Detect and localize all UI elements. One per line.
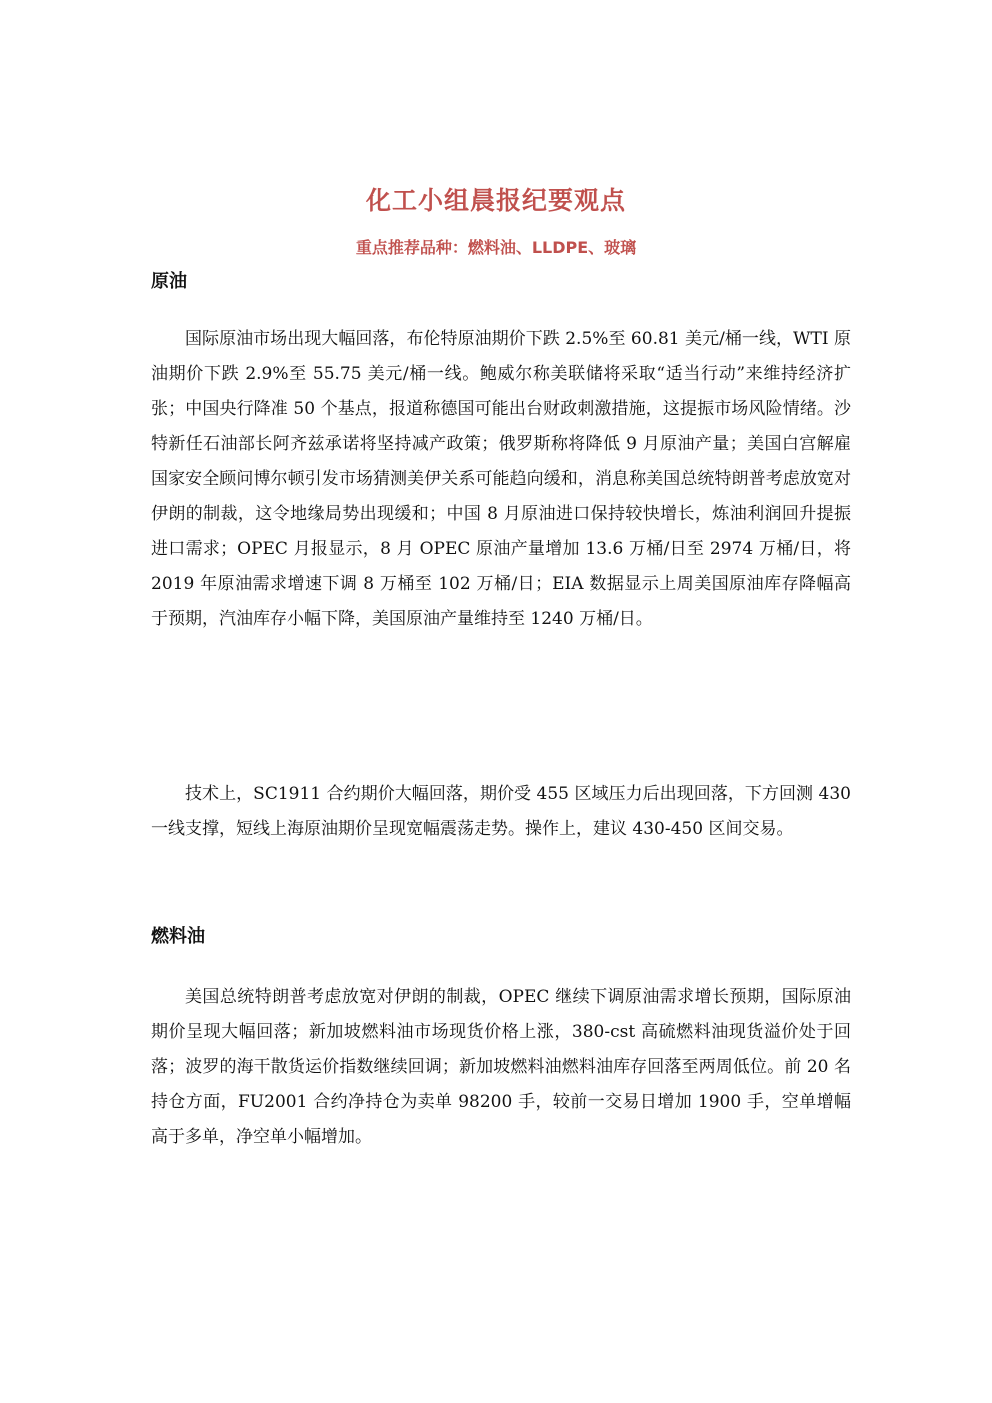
recommended-varieties: 重点推荐品种：燃料油、LLDPE、玻璃 — [355, 238, 637, 257]
report-title: 化工小组晨报纪要观点 — [365, 186, 626, 215]
crude-oil-fundamentals-paragraph: 国际原油市场出现大幅回落，布伦特原油期价下跌 2.5%至 60.81 美元/桶一线，WTI 原油期价下跌 2.9%至 55.75 美元/桶一线。鲍威尔称美联储将采取“适当行动”来维持经济扩张；中国央行降准 50 个基点，报道称德国可能出台财政刺激措施，这提振市场风险情绪。沙特新任石油部长阿齐兹承诺将坚持减产政策；俄罗斯称将降低 9 月原油产量；美国白宫解雇国家安全顾问博尔顿引发市场猜测美伊关系可能趋向缓和，消息称美国总统特朗普考虑放宽对伊朗的制裁，这令地缘局势出现缓和；中国 8 月原油进口保持较快增长，炼油利润回升提振进口需求；OPEC 月报显示，8 月 OPEC 原油产量增加 13.6 万桶/日至 2974 万桶/日，将 2019 年原油需求增速下调 8 万桶至 102 万桶/日；EIA 数据显示上周美国原油库存降幅高于预期，汽油库存小幅下降，美国原油产量维持至 1240 万桶/日。 — [151, 329, 851, 629]
fuel-oil-paragraph: 美国总统特朗普考虑放宽对伊朗的制裁，OPEC 继续下调原油需求增长预期，国际原油期价呈现大幅回落；新加坡燃料油市场现货价格上涨，380-cst 高硫燃料油现货溢价处于回落；波罗的海干散货运价指数继续回调；新加坡燃料油燃料油库存回落至两周低位。前 20 名持仓方面，FU2001 合约净持仓为卖单 98200 手，较前一交易日增加 1900 手，空单增幅高于多单，净空单小幅增加。 — [151, 987, 851, 1147]
crude-oil-technical-paragraph: 技术上，SC1911 合约期价大幅回落，期价受 455 区域压力后出现回落，下方回测 430 一线支撑，短线上海原油期价呈现宽幅震荡走势。操作上，建议 430-450 区间交易。 — [151, 784, 851, 839]
section-heading-crude-oil: 原油 — [151, 271, 187, 292]
section-heading-fuel-oil: 燃料油 — [151, 926, 205, 947]
